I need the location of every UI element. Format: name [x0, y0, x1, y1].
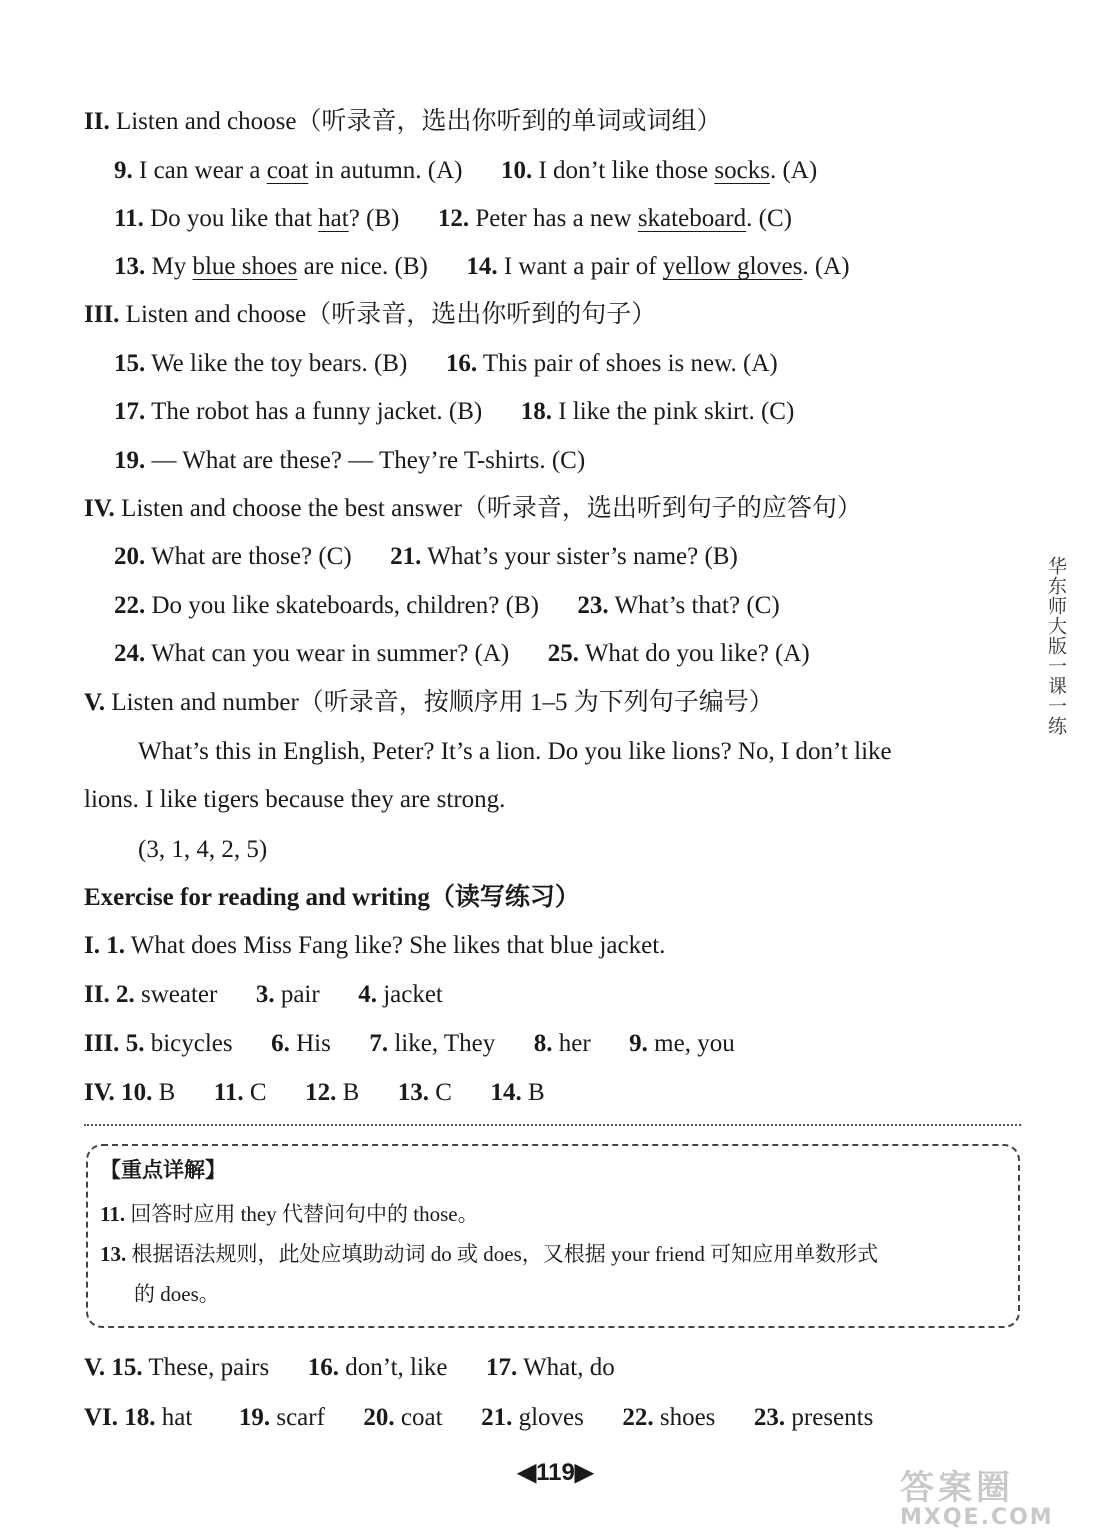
item-number: 7. — [369, 1030, 389, 1057]
answer-row — [114, 590, 780, 622]
answer-row — [114, 348, 778, 380]
item-text: her — [558, 1030, 591, 1057]
item-number: 22. — [622, 1404, 654, 1431]
section-title: Listen and choose the best answer（听录音，选出听到句子的应答句） — [121, 495, 862, 522]
item-text: I can wear a — [139, 157, 267, 184]
item-text: What’s your sister’s name? (B) — [427, 543, 738, 570]
item-number: 4. — [358, 981, 377, 1008]
answer-row — [84, 1028, 735, 1060]
item-text: in autumn. (A) — [308, 157, 463, 184]
item-number: 18. — [520, 398, 552, 425]
item-text: What’s that? (C) — [614, 592, 780, 619]
item-number: 5. — [125, 1030, 145, 1057]
item-text: His — [296, 1030, 331, 1057]
item-number: 17. — [114, 398, 146, 425]
item-text: Peter has a new — [475, 205, 638, 232]
item-text: B — [342, 1079, 360, 1106]
answer-row — [84, 979, 443, 1011]
item-text: I like the pink skirt. (C) — [558, 398, 795, 425]
item-number: 13. — [114, 253, 146, 280]
answer-row — [114, 638, 810, 670]
answer-row — [114, 396, 794, 428]
item-text: . (A) — [769, 157, 818, 184]
dotted-divider — [84, 1124, 1021, 1126]
item-text: B — [527, 1079, 545, 1106]
underlined-word: hat — [318, 205, 349, 232]
item-text: What, do — [523, 1354, 615, 1381]
item-number: 19. — [238, 1404, 271, 1431]
item-text: Do you like skateboards, children? (B) — [151, 592, 539, 619]
item-number: 18. — [124, 1404, 156, 1431]
answer-row — [114, 155, 817, 187]
item-text: We like the toy bears. (B) — [151, 350, 408, 377]
item-text: Do you like that — [150, 205, 319, 232]
side-book-title: 华东师大版一课一练 — [1045, 556, 1067, 736]
item-text: This pair of shoes is new. (A) — [482, 350, 778, 377]
item-text: like, They — [394, 1030, 496, 1057]
item-number: 1. — [106, 932, 125, 959]
section-title: Listen and choose（听录音，选出你听到的句子） — [125, 301, 657, 328]
reading-writing-heading: Exercise for reading and writing（读写练习） — [84, 884, 580, 911]
answer-row — [114, 251, 850, 283]
item-text: are nice. (B) — [297, 253, 428, 280]
item-text: . (C) — [746, 205, 792, 232]
item-number: 13. — [397, 1079, 429, 1106]
item-text: I don’t like those — [538, 157, 715, 184]
answer-row — [84, 1077, 545, 1109]
answer-row — [84, 930, 665, 962]
note-text-continued: 的 does。 — [134, 1282, 220, 1306]
item-text: What can you wear in summer? (A) — [151, 640, 510, 667]
item-text: — What are these? — They’re T-shirts. (C) — [151, 447, 586, 474]
section-v-heading — [84, 687, 774, 719]
item-text: me, you — [654, 1030, 735, 1057]
item-number: 21. — [481, 1404, 513, 1431]
note-text: 根据语法规则，此处应填助动词 do 或 does，又根据 your friend 可知应用单数形式 — [131, 1242, 879, 1266]
item-text: C — [435, 1079, 452, 1106]
section-number: V. — [84, 689, 106, 716]
underlined-word: skateboard — [637, 205, 747, 232]
section-number: II. — [84, 981, 110, 1008]
item-text: pair — [280, 981, 320, 1008]
item-text: bicycles — [150, 1030, 233, 1057]
underlined-word: coat — [266, 157, 309, 184]
section-iv-heading — [84, 493, 862, 525]
item-text: What are those? (C) — [151, 543, 352, 570]
answer-row — [84, 1402, 873, 1434]
item-number: 21. — [390, 543, 422, 570]
item-number: 10. — [500, 157, 533, 184]
note-item — [100, 1240, 878, 1268]
item-number: 22. — [114, 592, 146, 619]
item-text: jacket — [383, 981, 443, 1008]
item-text: B — [158, 1079, 176, 1106]
item-number: 25. — [547, 640, 580, 667]
item-number: 11. — [213, 1079, 244, 1106]
item-text: I want a pair of — [503, 253, 663, 280]
section-title: Listen and number（听录音，按顺序用 1–5 为下列句子编号） — [111, 689, 774, 716]
item-number: 10. — [121, 1079, 153, 1106]
item-number: 20. — [363, 1404, 395, 1431]
item-number: 23. — [577, 592, 609, 619]
item-number: 15. — [111, 1354, 143, 1381]
item-text: scarf — [276, 1404, 325, 1431]
item-text: don’t, like — [345, 1354, 448, 1381]
section-number: IV. — [84, 495, 115, 522]
section-ii-heading — [84, 106, 721, 138]
item-text: These, pairs — [148, 1354, 270, 1381]
item-text: C — [249, 1079, 267, 1106]
answer-row — [84, 1352, 615, 1384]
item-number: 20. — [114, 543, 146, 570]
note-text: 回答时应用 they 代替问句中的 those。 — [130, 1202, 479, 1226]
item-number: 13. — [100, 1242, 127, 1266]
key-points-box — [86, 1144, 1020, 1328]
item-number: 15. — [114, 350, 146, 377]
item-text: sweater — [140, 981, 218, 1008]
item-text: . (A) — [802, 253, 850, 280]
item-text: My — [151, 253, 193, 280]
answer-sequence: (3, 1, 4, 2, 5) — [138, 836, 268, 863]
underlined-word: socks — [714, 157, 770, 184]
item-text: What do you like? (A) — [584, 640, 810, 667]
underlined-word: blue shoes — [192, 253, 298, 280]
item-number: 2. — [115, 981, 135, 1008]
answer-row — [114, 445, 585, 477]
watermark-url: MXQE.COM — [900, 1505, 1054, 1530]
item-text: coat — [400, 1404, 443, 1431]
passage-line: What’s this in English, Peter? It’s a lion. Do you like lions? No, I don’t like — [138, 738, 892, 765]
section-number: IV. — [84, 1079, 115, 1106]
item-text: hat — [161, 1404, 193, 1431]
section-iii-heading — [84, 299, 656, 331]
item-text: gloves — [518, 1404, 584, 1431]
item-number: 3. — [255, 981, 275, 1008]
item-number: 24. — [114, 640, 146, 667]
underlined-word: yellow gloves — [662, 253, 803, 280]
item-number: 12. — [305, 1079, 337, 1106]
item-text: shoes — [659, 1404, 716, 1431]
item-number: 9. — [114, 157, 133, 184]
section-number: III. — [84, 1030, 120, 1057]
item-number: 23. — [753, 1404, 786, 1431]
note-item — [100, 1200, 479, 1228]
section-number: VI. — [84, 1404, 119, 1431]
passage-line: lions. I like tigers because they are strong. — [84, 786, 506, 813]
item-number: 12. — [437, 205, 470, 232]
section-number: II. — [84, 108, 110, 135]
item-number: 16. — [445, 350, 478, 377]
item-number: 19. — [114, 447, 146, 474]
item-number: 6. — [271, 1030, 290, 1057]
section-title: Listen and choose（听录音，选出你听到的单词或词组） — [115, 108, 722, 135]
key-points-title: 【重点详解】 — [100, 1158, 226, 1182]
site-watermark — [900, 1460, 1100, 1530]
watermark-logo-text: 答案圈 — [900, 1468, 1014, 1508]
section-number: III. — [84, 301, 120, 328]
answer-row — [114, 541, 738, 573]
item-text: ? (B) — [348, 205, 400, 232]
item-number: 11. — [100, 1202, 126, 1226]
item-number: 11. — [114, 205, 144, 232]
item-number: 14. — [490, 1079, 522, 1106]
page-number: ◀119▶ — [517, 1459, 594, 1486]
item-text: What does Miss Fang like? She likes that blue jacket. — [130, 932, 666, 959]
section-number: V. — [84, 1354, 106, 1381]
section-number: I. — [84, 932, 100, 959]
item-number: 14. — [466, 253, 498, 280]
item-number: 9. — [629, 1030, 648, 1057]
item-number: 17. — [486, 1354, 518, 1381]
item-text: The robot has a funny jacket. (B) — [151, 398, 483, 425]
item-number: 16. — [307, 1354, 339, 1381]
item-text: presents — [791, 1404, 874, 1431]
answer-row — [114, 203, 792, 235]
item-number: 8. — [533, 1030, 553, 1057]
